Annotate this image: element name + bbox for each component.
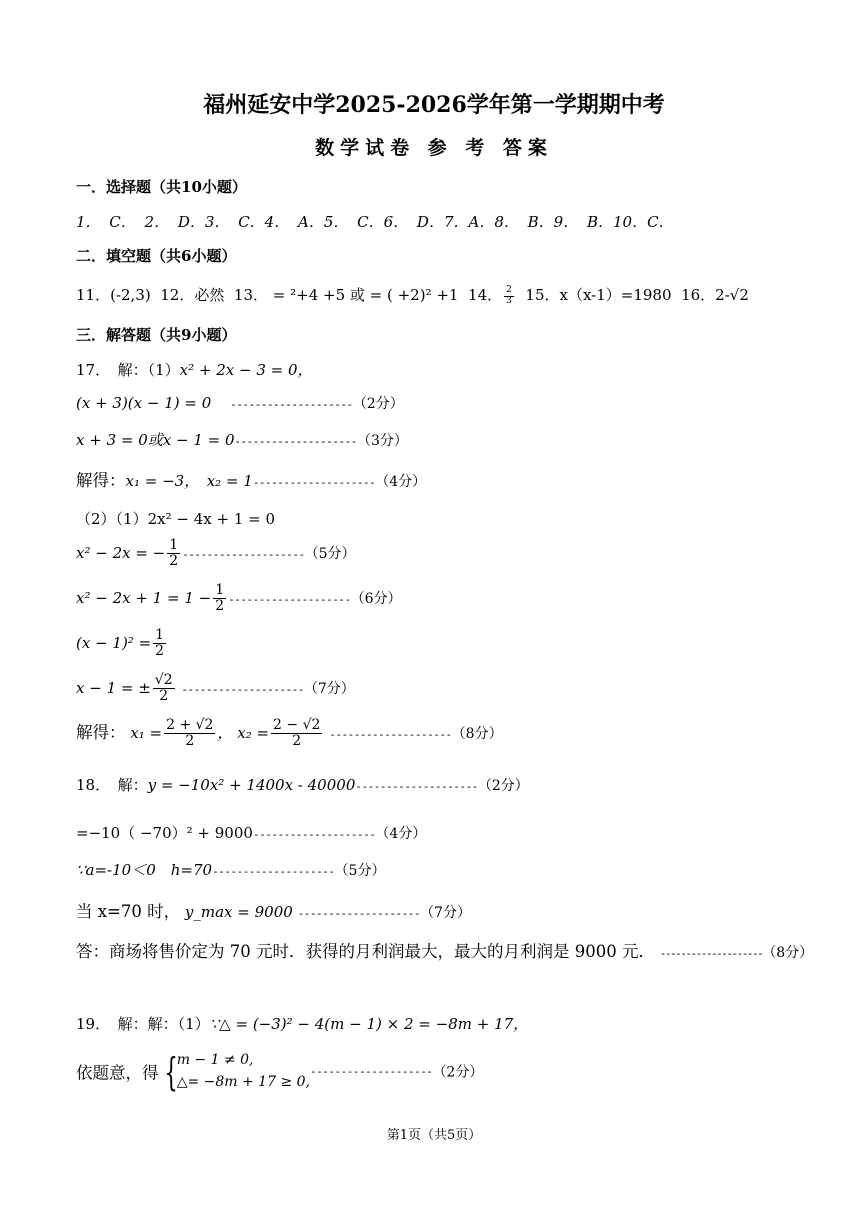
section-solve-heading: 三．解答题（共9小题） bbox=[76, 326, 237, 344]
q18-equation: y = −10x² + 1400x - 40000 bbox=[147, 776, 356, 794]
document-title: 福州延安中学2025-2026学年第一学期期中考 bbox=[203, 92, 665, 118]
inequality-system: m − 1 ≠ 0, △= −8m + 17 ≥ 0, bbox=[176, 1052, 310, 1090]
fraction-one-half: $\frac{1}{2}$ bbox=[155, 627, 165, 660]
q17-step-10: 解得： x₁ = $\frac{2 + √2}{2}$ ， x₂ = $\frac{2 - √2}{2}$ --------------------（8分） bbox=[76, 717, 503, 750]
section-fill-heading: 二．填空题（共6小题） bbox=[76, 247, 237, 265]
score: （8分） bbox=[451, 725, 503, 742]
q18-step-2: =−10（ −70）² + 9000--------------------（4分） bbox=[76, 824, 427, 842]
answer-14-label: 14． bbox=[468, 286, 503, 304]
dash-line: -------------------- bbox=[182, 547, 305, 561]
page-footer: 第1页（共5页） bbox=[386, 1128, 482, 1143]
q17-step-7: x² − 2x + 1 = 1 − $\frac{1}{2}$ --------------------（6分） bbox=[76, 582, 402, 615]
q17-step-4: 解得：x₁ = −3， x₂ = 1--------------------（4分） bbox=[76, 471, 427, 490]
document-subtitle: 数学试卷 参 考 答案 bbox=[315, 137, 553, 159]
dash-line: -------------------- bbox=[355, 780, 478, 793]
fraction-x2: $\frac{2 - √2}{2}$ bbox=[273, 717, 321, 750]
dash-line: -------------------- bbox=[252, 476, 376, 489]
dash-line: -------------------- bbox=[181, 682, 304, 696]
answer-14-fraction: $\frac{2}{3}$ bbox=[506, 285, 512, 306]
score: （4分） bbox=[375, 826, 427, 842]
section-choice-heading: 一．选择题（共10小题） bbox=[76, 178, 247, 196]
answer-13-label: 13． bbox=[233, 286, 268, 304]
fraction-x1: $\frac{2 + √2}{2}$ bbox=[166, 717, 214, 750]
answer-13: = ²+4 +5 或 = ( +2)² +1 bbox=[272, 286, 459, 304]
score: （6分） bbox=[350, 590, 402, 607]
answer-16: 16．2-√2 bbox=[681, 286, 749, 304]
q17-step-9: x − 1 = ± $\frac{√2}{2}$ --------------------（7分） bbox=[76, 672, 355, 705]
score: （4分） bbox=[375, 474, 427, 490]
score: （2分） bbox=[432, 1064, 484, 1081]
answer-15: 15．x（x-1）=1980 bbox=[525, 286, 672, 304]
score: （5分） bbox=[334, 863, 386, 879]
fraction-one-half: $\frac{1}{2}$ bbox=[215, 582, 225, 615]
score: （7分） bbox=[303, 680, 355, 697]
dash-line: -------------------- bbox=[659, 947, 763, 960]
dash-line: -------------------- bbox=[228, 592, 351, 606]
q17-step-6: x² − 2x = − $\frac{1}{2}$ --------------------（5分） bbox=[76, 537, 356, 570]
q19-equation: ∵△ = (−3)² − 4(m − 1) × 2 = −8m + 17， bbox=[209, 1015, 529, 1033]
q19-heading: 19． 解：解：（1）∵△ = (−3)² − 4(m − 1) × 2 = −8m + 17， bbox=[76, 1015, 529, 1033]
q18-step-4: 当 x=70 时， y_max = 9000 --------------------（7分） bbox=[76, 902, 471, 921]
q18-answer: 答：商场将售价定为 70 元时．获得的月利润最大，最大的月利润是 9000 元． --------------------（8分） bbox=[76, 942, 814, 961]
q17-step-3: x + 3 = 0或x − 1 = 0--------------------（3分） bbox=[76, 431, 408, 449]
fraction-one-half: $\frac{1}{2}$ bbox=[169, 537, 179, 570]
q17-part-2: （2）（1）2x² − 4x + 1 = 0 bbox=[76, 510, 276, 528]
q17-heading: 17． 解：（1）x² + 2x − 3 = 0， bbox=[76, 361, 313, 379]
q17-equation: x² + 2x − 3 = 0， bbox=[179, 361, 313, 379]
dash-line: -------------------- bbox=[212, 865, 335, 878]
dash-line: -------------------- bbox=[252, 828, 376, 841]
score: （8分） bbox=[762, 945, 814, 961]
q18-heading: 18． 解：y = −10x² + 1400x - 40000--------------------（2分） bbox=[76, 776, 529, 794]
score: （3分） bbox=[356, 433, 408, 449]
fraction-root2-over-2: $\frac{√2}{2}$ bbox=[154, 672, 173, 705]
score: （2分） bbox=[352, 396, 404, 412]
brace-icon: { bbox=[163, 1049, 178, 1094]
dash-line: -------------------- bbox=[329, 727, 452, 741]
q17-step-8: (x − 1)² = $\frac{1}{2}$ bbox=[76, 627, 165, 660]
answer-12: 12．必然 bbox=[160, 286, 225, 304]
q17-step-2: (x + 3)(x − 1) = 0 --------------------（2分） bbox=[76, 394, 404, 412]
score: （2分） bbox=[477, 778, 529, 794]
choice-answers: 1． C． 2． D．3． C．4． A．5． C．6． D．7．A．8． B．9． B．10．C． bbox=[76, 213, 674, 231]
q18-step-3: ∵a=-10＜0 h=70--------------------（5分） bbox=[76, 861, 386, 879]
score: （7分） bbox=[420, 905, 471, 921]
q19-step-2: 依题意，得 { m − 1 ≠ 0, △= −8m + 17 ≥ 0, --------------------（2分） bbox=[76, 1049, 484, 1094]
dash-line: -------------------- bbox=[230, 398, 353, 411]
score: （5分） bbox=[304, 545, 356, 562]
dash-line: -------------------- bbox=[234, 435, 357, 448]
dash-line: -------------------- bbox=[309, 1065, 433, 1079]
dash-line: -------------------- bbox=[297, 907, 421, 920]
fill-answers bbox=[76, 284, 749, 306]
answer-11: 11．(-2,3) bbox=[76, 286, 151, 304]
